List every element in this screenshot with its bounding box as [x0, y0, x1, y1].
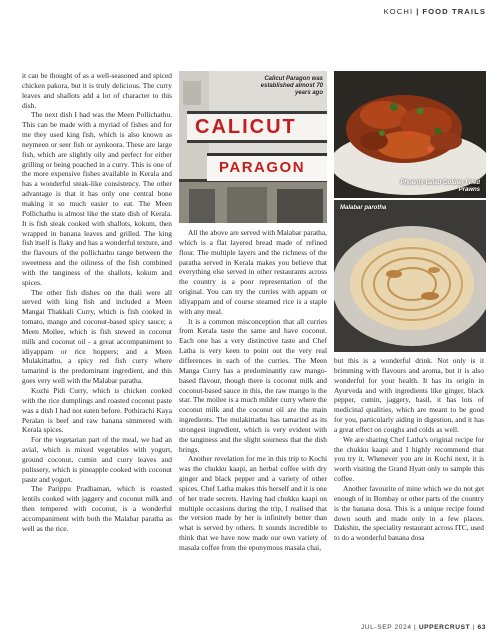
page-footer [361, 624, 486, 631]
footer-issue: JUL-SEP 2024 [360, 624, 412, 631]
article-column-1 [22, 71, 172, 534]
prawns-illustration [334, 71, 486, 198]
paragraph: but this is a wonderful drink. Not only is it brimming with flavours and aroma, but it is also wonderful for your health. It has its origin in Ayurveda and with ingredients like ginger, black pepper, cumin, jaggery, basil, it has lots of medicinal qualities, which are meant to be good for you, particularly aiding in digestion, and it has a great effect on coughs and colds as well. [334, 356, 484, 434]
paragraph: it can be thought of as a well-seasoned and spiced chicken pakora, but it is truly delicious. The curry leaves and shallots add a lot of character to this dish. [22, 71, 172, 110]
photo-restaurant-signage [179, 71, 327, 223]
footer-separator: | [414, 624, 417, 631]
footer-separator: | [472, 624, 476, 631]
footer-brand: UPPERCRUST [418, 624, 471, 631]
photo-fried-prawns [334, 71, 486, 198]
header-section: FOOD TRAILS [422, 7, 486, 16]
header-separator: | [416, 7, 420, 16]
paragraph: The other fish dishes on the thali were all served with king fish and included a Meen Mangai Thakkali Curry, which is fish cooked in tomato, mango and coconut-based spicy sauce; a Meen Moilee, which is fish stewed in coconut milk and coconut oil - a great accompaniment to idiyappam or rice hoppers; and a Meen Mulakittathu, a spicy red fish curry where tamarind is the predominant ingredient, and this goes very well with the Malabar paratha. [22, 287, 172, 386]
sign-text-lower: PARAGON [219, 159, 306, 176]
caption-parotha: Malabar parotha [340, 205, 387, 211]
running-header [384, 7, 486, 16]
parotha-illustration [334, 200, 486, 352]
paragraph: All the above are served with Malabar paratha, which is a flat layered bread made of refined flour. The multiple layers and the richness of the paratha served in Kerala makes you believe that everything else served in other restaurants across the country is a poor representation of the original. You can try the curries with appam or idiyappam and of course steamed rice is a staple with any meal. [179, 228, 327, 316]
paragraph: It is a common misconception that all curries from Kerala taste the same and have coconut. Each one has a very distinctive taste and Chef Latha is very keen to point out the very real differences in each of the curries. The Meen Manga Curry has a predominantly raw mango-based flavour, though there is coconut milk and coconut-based sauce in this, the raw mango is the star. The moilee is a much milder curry where the coconut milk and the coconut oil are the main ingredients. The mulakittathu has tamarind as its strongest ingredient, which is very evident with the tanginess and the slight sourness that the dish brings. [179, 316, 327, 454]
paragraph: For the vegetarian part of the meal, we had an avial, which is mixed vegetables with yogurt, ground coconut, cumin and curry leaves and pulissery, which is pineapple cooked with coconut paste and yogurt. [22, 435, 172, 484]
caption-prawns: Phoenix-tailed Golden Fried Prawns [400, 180, 480, 193]
paragraph: Another revelation for me in this trip to Kochi was the chukku kaapi, an herbal coffee with dry ginger and black pepper and a variety of other spices. Chef Latha makes this herself and it is one of her trade secrets. Having had chukku kaapi on multiple occasions during the trip, I realised that the version made by her is infinitely better than what is served by others. It sounds incredible to think that we have now made our own variety of masala coffee from the eponymous masala chai, [179, 454, 327, 552]
paragraph: We are sharing Chef Latha's original recipe for the chukku kaapi and I highly recommend that you try it. Whenever you are in Kochi next, it is worth visiting the Grand Hyatt only to sample this coffee. [334, 434, 484, 484]
article-column-2 [179, 228, 327, 553]
photo-malabar-parotha [334, 200, 486, 352]
caption-signage: Calicut Paragon was established almost 70 years ago [260, 76, 323, 96]
paragraph: Another favourite of mine which we do not get enough of in Bombay or other parts of the country is the banana dosa. This is a unique recipe found down south and made only in a few places. Dakshin, the speciality restaurant across ITC, used to do a wonderful banana dosa [334, 483, 484, 543]
paragraph: The Parippu Pradhaman, which is roasted lentils cooked with jaggery and coconut milk and then tempered with coconut, is a wonderful accompaniment with both the Malabar paratha as well as the rice. [22, 484, 172, 533]
article-column-3 [334, 356, 484, 543]
paragraph: Kozhi Pidi Curry, which is chicken cooked with the rice dumplings and roasted coconut paste was a dish I had not eaten before. Pothirachi Kaya Peralan is beef and raw banana simmered with Kerala spices. [22, 386, 172, 435]
paragraph: The next dish I had was the Meen Pollichathu. This can be made with a myriad of fishes and for me they used king fish, which is also known as neymeen or seer fish or aynkoora. These are large fish, which are slightly oily and perfect for either grilling or being poached in a curry. This is one of the more expensive fishes available in Kerala and has a wonderful steak-like consistency. The other advantage is that it has only one central bone making it so much easier to eat. The Meen Pollichathu is almost like the state dish of Kerala. It is fish steak cooked with shallots, kokum, then wrapped in banana leaves and grilled. The king fish itself is flaky and has a wonderful texture, and the flavours of the pollichathu range between the sweetness and the oiliness of the fish combined with the tanginess of the shallots, kokum and spices. [22, 110, 172, 287]
page-number: 63 [477, 624, 486, 631]
sign-text-upper: CALICUT [195, 116, 297, 138]
header-city: KOCHI [383, 7, 414, 16]
